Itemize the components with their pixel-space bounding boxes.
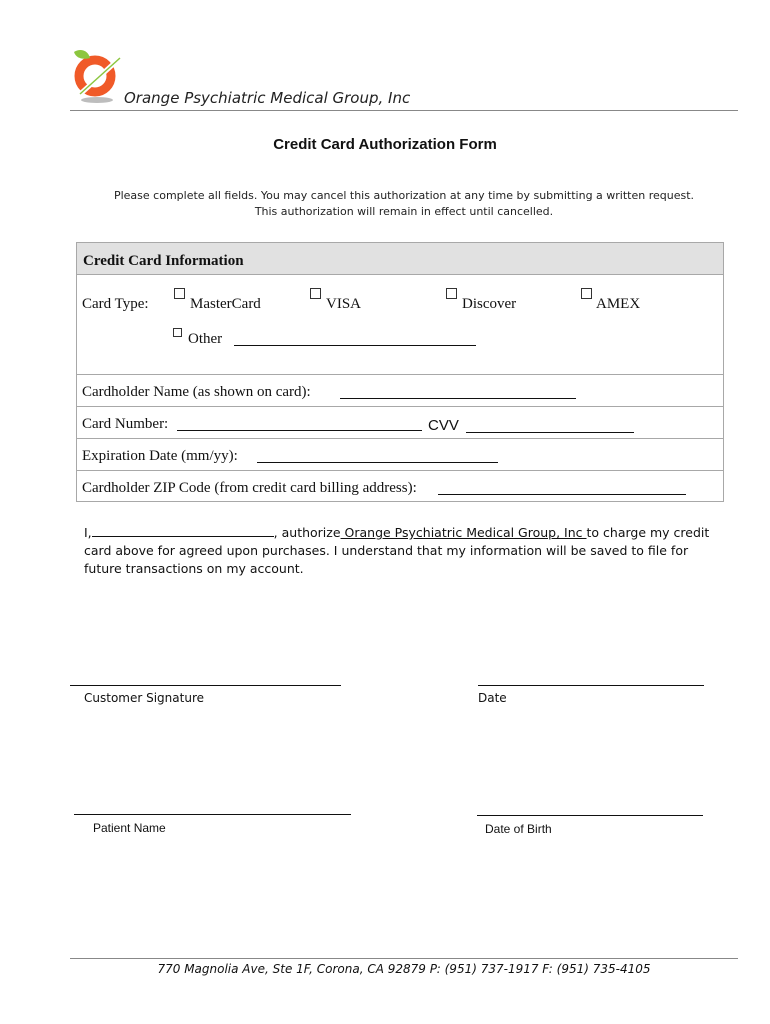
authorization-paragraph (84, 524, 724, 578)
form-title: Credit Card Authorization Form (273, 136, 497, 153)
row-divider (77, 470, 723, 471)
company-name: Orange Psychiatric Medical Group, Inc (124, 89, 411, 107)
visa-checkbox[interactable] (310, 288, 321, 299)
patient-name-line[interactable] (74, 814, 351, 815)
card-type-label: Card Type: (82, 296, 149, 312)
cvv-field[interactable] (466, 432, 634, 433)
credit-card-info-box (76, 242, 724, 502)
mastercard-label: MasterCard (190, 296, 261, 312)
authorization-prefix: I, (84, 525, 92, 540)
discover-label: Discover (462, 296, 517, 312)
cardholder-zip-field[interactable] (438, 494, 686, 495)
customer-signature-label: Customer Signature (84, 691, 204, 705)
cardholder-name-field[interactable] (340, 398, 576, 399)
authorization-middle: , authorize (273, 525, 341, 540)
patient-name-label: Patient Name (93, 821, 166, 835)
footer-address: 770 Magnolia Ave, Ste 1F, Corona, CA 92879 P: (951) 737-1917 F: (951) 735-4105 (157, 962, 651, 976)
authorizer-name-field[interactable] (92, 524, 274, 537)
amex-label: AMEX (596, 296, 641, 312)
customer-signature-line[interactable] (70, 685, 341, 686)
cvv-label: CVV (428, 417, 459, 434)
credit-card-info-header (77, 243, 723, 275)
row-divider (77, 374, 723, 375)
authorization-company: Orange Psychiatric Medical Group, Inc (340, 525, 587, 540)
mastercard-checkbox[interactable] (174, 288, 185, 299)
date-of-birth-label: Date of Birth (485, 822, 552, 836)
expiration-date-label: Expiration Date (mm/yy): (82, 448, 238, 464)
date-line[interactable] (478, 685, 704, 686)
cardholder-zip-label: Cardholder ZIP Code (from credit card billing address): (82, 480, 417, 496)
visa-label: VISA (326, 296, 362, 312)
card-number-label: Card Number: (82, 416, 169, 432)
date-of-birth-line[interactable] (477, 815, 703, 816)
footer-divider (70, 958, 738, 959)
header-divider (70, 110, 738, 111)
card-number-field[interactable] (177, 430, 422, 431)
expiration-date-field[interactable] (257, 462, 498, 463)
section-heading: Credit Card Information (83, 253, 244, 269)
row-divider (77, 406, 723, 407)
other-checkbox[interactable] (173, 328, 182, 337)
cardholder-name-label: Cardholder Name (as shown on card): (82, 384, 311, 400)
company-logo-icon (68, 46, 126, 106)
row-divider (77, 438, 723, 439)
intro-text-line-1: Please complete all fields. You may cancel this authorization at any time by submitting a written request. (113, 189, 695, 202)
date-label: Date (478, 691, 507, 705)
intro-text-line-2: This authorization will remain in effect until cancelled. (254, 205, 554, 218)
other-label: Other (188, 331, 223, 347)
amex-checkbox[interactable] (581, 288, 592, 299)
other-card-type-field[interactable] (234, 345, 476, 346)
discover-checkbox[interactable] (446, 288, 457, 299)
authorization-rest: card above for agreed upon purchases. I understand that my information will be saved to file for future transactions on my account. (84, 543, 689, 576)
authorization-rest-line-1: to charge my credit (586, 525, 710, 540)
